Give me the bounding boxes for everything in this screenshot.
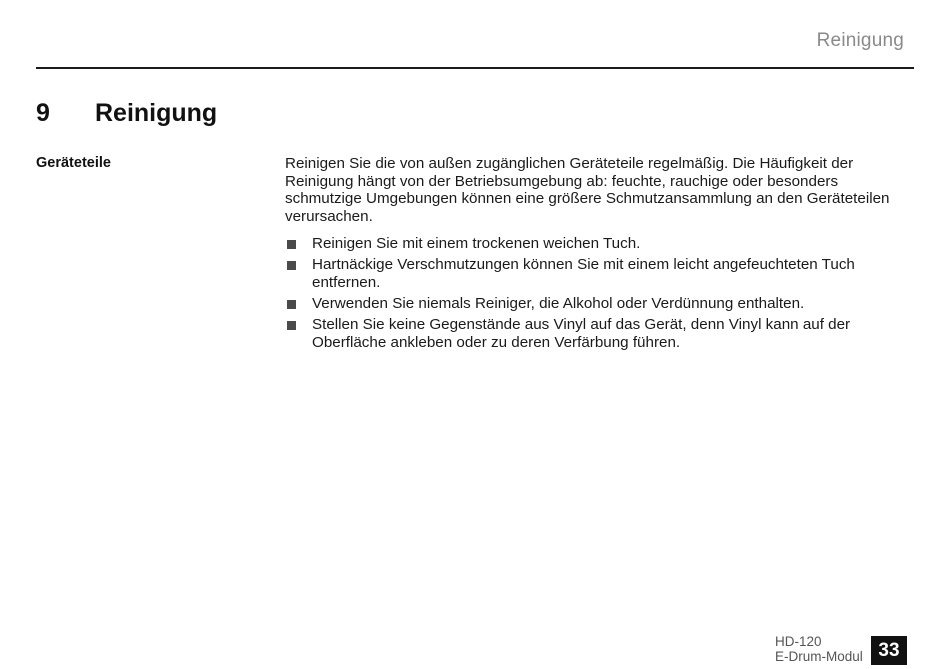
section-label: Geräteteile xyxy=(36,155,111,171)
running-header: Reinigung xyxy=(816,30,904,51)
list-item xyxy=(285,316,917,351)
list-item-text: Stellen Sie keine Gegenstände aus Vinyl auf das Gerät, denn Vinyl kann auf der Oberfläche ankleben oder zu deren Verfärbung führen. xyxy=(312,316,851,351)
chapter-title: Reinigung xyxy=(95,99,218,127)
square-bullet-icon xyxy=(287,321,296,330)
page-number-badge: 33 xyxy=(871,636,907,665)
square-bullet-icon xyxy=(287,240,296,249)
list-item xyxy=(285,235,917,253)
intro-paragraph: Reinigen Sie die von außen zugänglichen Geräteteile regelmäßig. Die Häufigkeit der Reinigung hängt von der Betriebsumgebung ab: feuchte, rauchige oder besonders schmutzige Umgebungen können eine größere Schmutzansammlung an den Geräteteilen verursachen. xyxy=(285,155,890,225)
square-bullet-icon xyxy=(287,261,296,270)
footer-model: HD-120 xyxy=(775,634,822,649)
list-item xyxy=(285,256,917,291)
list-item-text: Verwenden Sie niemals Reiniger, die Alkohol oder Verdünnung enthalten. xyxy=(312,295,805,313)
list-item-text: Hartnäckige Verschmutzungen können Sie mit einem leicht angefeuchteten Tuch entfernen. xyxy=(312,256,855,292)
header-divider xyxy=(36,67,914,69)
footer-product-info xyxy=(775,634,863,664)
footer-product-name: E-Drum-Modul xyxy=(775,649,863,664)
section-content xyxy=(285,155,917,355)
list-item-text: Reinigen Sie mit einem trockenen weichen Tuch. xyxy=(312,235,641,253)
chapter-heading xyxy=(36,99,217,128)
bullet-list xyxy=(285,235,917,351)
chapter-number: 9 xyxy=(36,99,50,127)
square-bullet-icon xyxy=(287,300,296,309)
list-item xyxy=(285,295,917,313)
